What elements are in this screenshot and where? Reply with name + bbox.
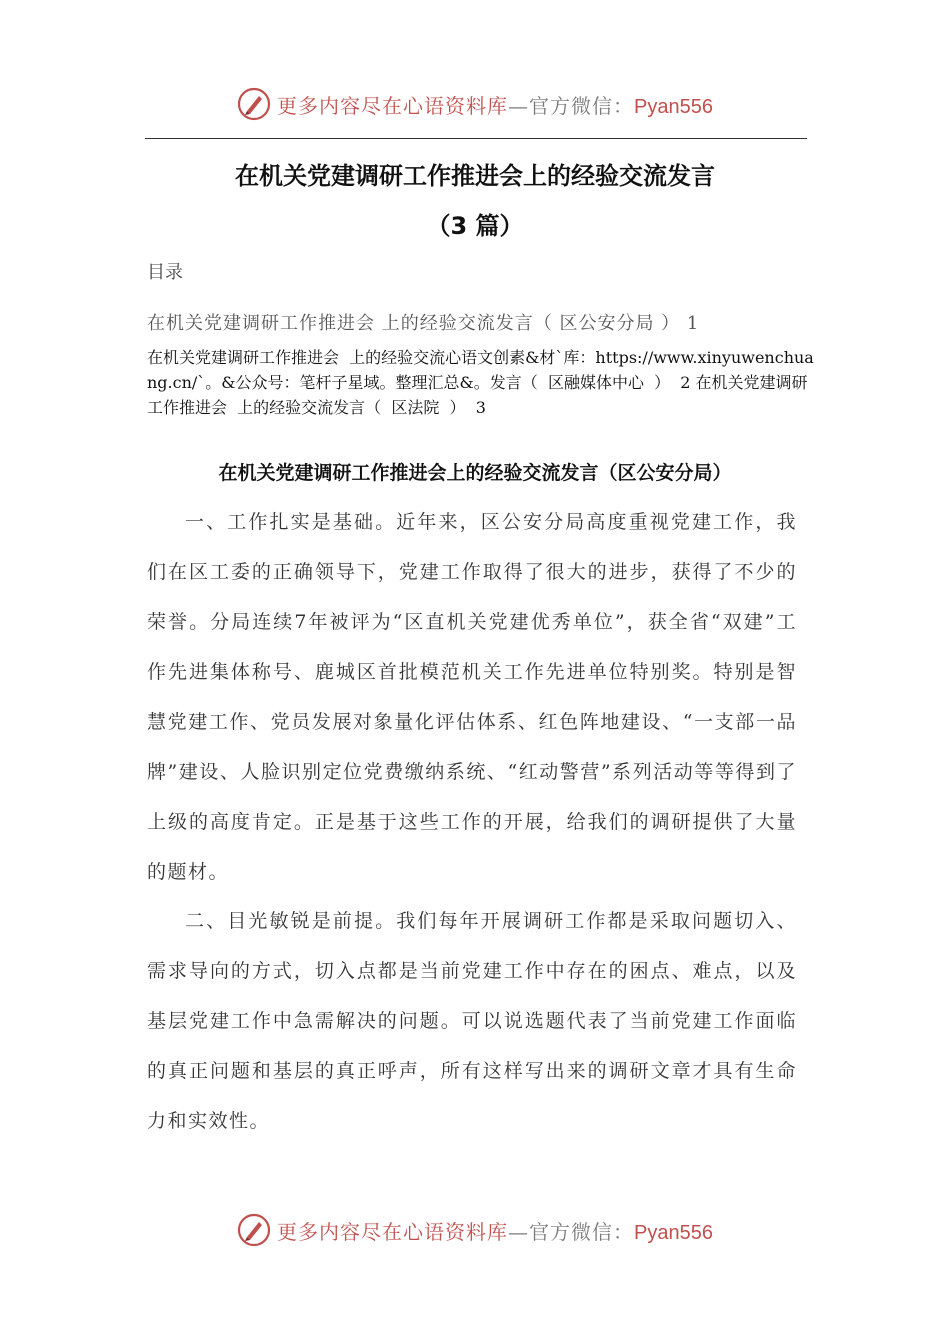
pen-logo-icon	[237, 1213, 271, 1247]
pen-logo-icon	[237, 87, 271, 121]
document-title-count: （3 篇）	[426, 212, 524, 240]
footer-main-text: 更多内容尽在心语资料库	[277, 1219, 509, 1244]
footer-banner	[0, 1210, 950, 1250]
banner-official-text: —官方微信：	[508, 93, 635, 118]
paragraph-1: 一、工作扎实是基础。近年来，区公安分局高度重视党建工作，我们在区工委的正确领导下，党建工作取得了很大的进步，获得了不少的荣誉。分局连续7年被评为“区直机关党建优秀单位”，获全省“双建”工作先进集体称号、鹿城区首批模范机关工作先进单位特别奖。特别是智慧党建工作、党员发展对象量化评估体系、红色阵地建设、“一支部一品牌”建设、人脸识别定位党费缴纳系统、“红动警营”系列活动等等得到了上级的高度肯定。正是基于这些工作的开展，给我们的调研提供了大量的题材。	[147, 511, 797, 883]
banner-wechat-id: Pyan556	[634, 95, 713, 118]
header-banner	[0, 84, 950, 124]
footer-wechat-id: Pyan556	[634, 1221, 713, 1244]
section-title: 在机关党建调研工作推进会上的经验交流发言（区公安分局）	[218, 462, 732, 484]
toc-heading: 目录	[147, 262, 183, 283]
paragraph-2: 二、目光敏锐是前提。我们每年开展调研工作都是采取问题切入、需求导向的方式，切入点都是当前党建工作中存在的困点、难点，以及基层党建工作中急需解决的问题。可以说选题代表了当前党建工作面临的真正问题和基层的真正呼声，所有这样写出来的调研文章才具有生命力和实效性。	[147, 910, 797, 1132]
toc-item-2: 在机关党建调研工作推进会 上的经验交流心语文创素&材`库：https://www.xinyuwenchuang.cn/`。&公众号：笔杆子星域。整理汇总&。发言（ 区融媒体中心 ） 2 在机关党建调研工作推进会 上的经验交流发言（ 区法院 ） 3	[147, 348, 814, 417]
header-divider	[145, 138, 807, 139]
toc-item-1: 在机关党建调研工作推进会 上的经验交流发言（ 区公安分局 ） 1	[147, 313, 700, 334]
footer-official-text: —官方微信：	[508, 1219, 635, 1244]
document-title: 在机关党建调研工作推进会上的经验交流发言	[235, 162, 715, 190]
banner-main-text: 更多内容尽在心语资料库	[277, 93, 509, 118]
